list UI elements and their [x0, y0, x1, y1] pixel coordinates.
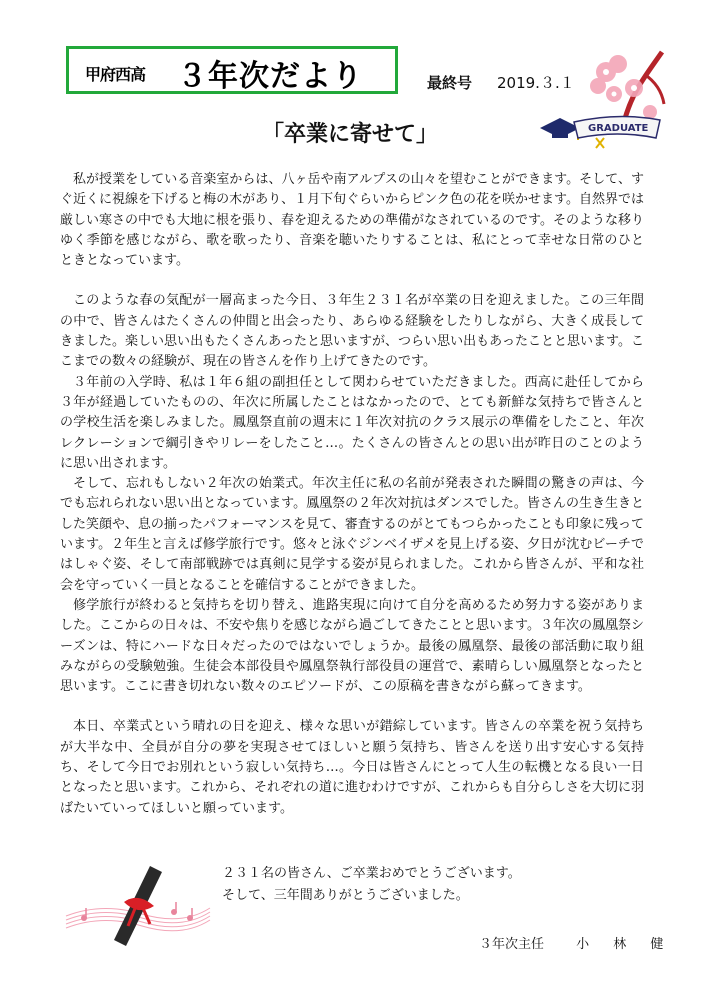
school-name: 甲府西高: [85, 65, 146, 84]
closing-line-2: そして、三年間ありがとうございました。: [222, 888, 469, 903]
paragraph-5: 修学旅行が終わると気持ちを切り替え、進路実現に向けて自分を高めるため努力する姿がありました。ここからの日々は、不安や焦りを感じながら過ごしてきたことと思います。３年次の鳳凰祭シーズンは、特にハードな日々だったのではないでしょうか。最後の鳳凰祭、最後の部活動に取り組みながらの受験勉強。生徒会本部役員や鳳凰祭執行部役員の運営で、素晴らしい鳳凰祭となったと思います。ここに書き切れない数々のエピソードが、この原稿を書きながら蘇ってきます。: [60, 597, 644, 695]
headline: 「卒業に寄せて」: [262, 121, 439, 147]
paragraph-6: 本日、卒業式という晴れの日を迎え、様々な思いが錯綜しています。皆さんの卒業を祝う気持ちが大半な中、全員が自分の夢を実現させてほしいと願う気持ち、皆さんを送り出す安心する気持ち、そして今日でお別れという寂しい気持ち…。今日は皆さんにとって人生の転機となる良い一日となったと思います。これから、それぞれの道に進むわけですが、これからも自分らしさを大切に羽ばたいていってほしいと願っています。: [60, 719, 644, 816]
closing-message: [222, 863, 521, 907]
signature: [479, 933, 673, 952]
graduate-banner-text: GRADUATE: [588, 123, 649, 134]
paragraph-4: そして、忘れもしない２年次の始業式。年次主任に私の名前が発表された瞬間の驚きの声は、今でも忘れられない思い出となっています。鳳凰祭の２年次対抗はダンスでした。皆さんの生き生きとした笑顔や、息の揃ったパフォーマンスを見て、審査するのがとてもつらかったことも印象に残っています。２年生と言えば修学旅行です。悠々と泳ぐジンベイザメを見上げる姿、夕日が沈むビーチではしゃぐ姿、そして南部戦跡では真剣に見学する姿が見られました。これから皆さんが、平和な社会を守っていく一員となることを確信することができました。: [60, 476, 644, 593]
diploma-scroll-icon: [62, 862, 212, 950]
paragraph-2: このような春の気配が一層高まった今日、３年生２３１名が卒業の日を迎えました。この三年間の中で、皆さんはたくさんの仲間と出会ったり、あらゆる経験をしたりしながら、大きく成長してきました。楽しい思い出もたくさんあったと思いますが、つらい思い出もあったことと思います。ここまでの数々の経験が、現在の皆さんを作り上げてきたのです。: [60, 293, 644, 370]
issue-label: 最終号: [427, 74, 473, 92]
signature-role: ３年次主任: [479, 937, 545, 952]
graduation-cap-icon: [538, 108, 664, 150]
signature-name: 小 林 健: [576, 937, 674, 952]
newsletter-title: ３年次だより: [177, 59, 363, 94]
newsletter-title-box: [66, 46, 398, 94]
closing-line-1: ２３１名の皆さん、ご卒業おめでとうございます。: [222, 866, 521, 881]
issue-date: 2019.３.１: [497, 74, 575, 92]
paragraph-1: 私が授業をしている音楽室からは、八ヶ岳や南アルプスの山々を望むことができます。そして、すぐ近くに視線を下げると梅の木があり、１月下旬ぐらいからピンク色の花を咲かせます。自然界では厳しい寒さの中でも大地に根を張り、春を迎えるための準備がなされているのです。そのような移りゆく季節を感じながら、歌を歌ったり、音楽を聴いたりすることは、私にとって幸せな日常のひとときとなっています。: [60, 172, 644, 269]
paragraph-3: ３年前の入学時、私は１年６組の副担任として関わらせていただきました。西高に赴任してから３年が経過していたものの、年次に所属したことはなかったので、とても新鮮な気持ちで皆さんとの学校生活を楽しみました。鳳凰祭直前の週末に１年次対抗のクラス展示の準備をしたこと、年次レクレーションで綱引きやリレーをしたこと…。たくさんの皆さんとの思い出が昨日のことのように思い出されます。: [60, 374, 644, 471]
article-body: [60, 170, 644, 819]
